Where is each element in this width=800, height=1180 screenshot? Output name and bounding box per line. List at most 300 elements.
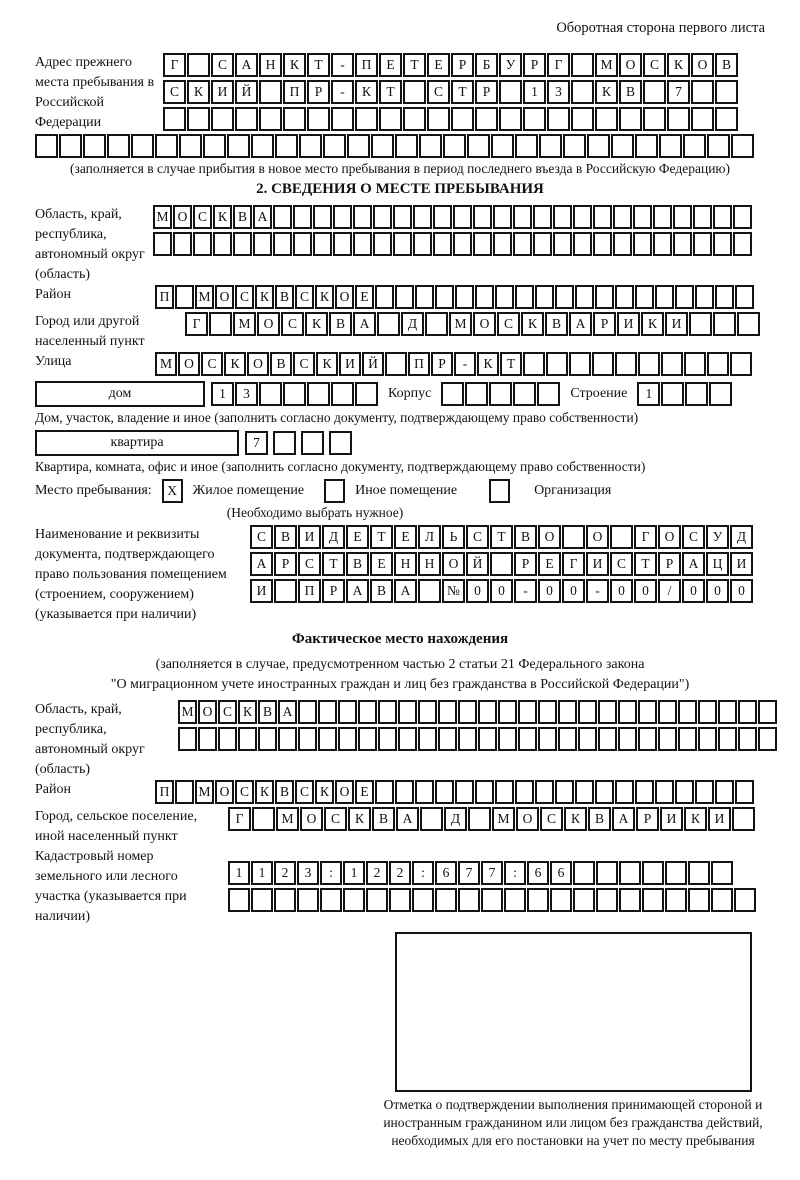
char-box[interactable]: О: [586, 525, 609, 549]
char-box[interactable]: [659, 134, 682, 158]
char-box[interactable]: С: [281, 312, 304, 336]
char-box[interactable]: [533, 205, 552, 229]
char-box[interactable]: [413, 205, 432, 229]
char-box[interactable]: К: [667, 53, 690, 77]
char-box[interactable]: [153, 232, 172, 256]
char-box[interactable]: С: [295, 780, 314, 804]
char-box[interactable]: [293, 232, 312, 256]
char-box[interactable]: [675, 285, 694, 309]
char-box[interactable]: И: [617, 312, 640, 336]
char-box[interactable]: Г: [163, 53, 186, 77]
char-box[interactable]: П: [155, 285, 174, 309]
char-box[interactable]: [562, 525, 585, 549]
char-box[interactable]: [533, 232, 552, 256]
char-box[interactable]: [378, 727, 397, 751]
char-box[interactable]: [713, 312, 736, 336]
char-box[interactable]: [398, 727, 417, 751]
char-box[interactable]: В: [258, 700, 277, 724]
char-box[interactable]: [643, 107, 666, 131]
char-box[interactable]: [667, 107, 690, 131]
char-box[interactable]: [35, 134, 58, 158]
char-box[interactable]: 3: [547, 80, 570, 104]
char-box[interactable]: А: [396, 807, 419, 831]
char-box[interactable]: [718, 727, 737, 751]
char-box[interactable]: [329, 431, 352, 455]
char-box[interactable]: [633, 205, 652, 229]
char-box[interactable]: [395, 780, 414, 804]
char-box[interactable]: К: [315, 780, 334, 804]
char-box[interactable]: П: [298, 579, 321, 603]
char-box[interactable]: И: [339, 352, 361, 376]
char-box[interactable]: [355, 382, 378, 406]
char-box[interactable]: [198, 727, 217, 751]
char-box[interactable]: [475, 780, 494, 804]
char-box[interactable]: В: [370, 579, 393, 603]
char-box[interactable]: [203, 134, 226, 158]
char-box[interactable]: [611, 134, 634, 158]
char-box[interactable]: [458, 888, 480, 912]
char-box[interactable]: [593, 205, 612, 229]
char-box[interactable]: [689, 312, 712, 336]
char-box[interactable]: [425, 312, 448, 336]
char-box[interactable]: [481, 888, 503, 912]
char-box[interactable]: [455, 780, 474, 804]
char-box[interactable]: [313, 232, 332, 256]
char-box[interactable]: [331, 382, 354, 406]
char-box[interactable]: 0: [562, 579, 585, 603]
char-box[interactable]: [495, 285, 514, 309]
char-box[interactable]: [638, 352, 660, 376]
char-box[interactable]: Й: [235, 80, 258, 104]
char-box[interactable]: [373, 205, 392, 229]
char-box[interactable]: [498, 700, 517, 724]
char-box[interactable]: [307, 382, 330, 406]
char-box[interactable]: [493, 232, 512, 256]
char-box[interactable]: [209, 312, 232, 336]
char-box[interactable]: О: [215, 285, 234, 309]
char-box[interactable]: [155, 134, 178, 158]
char-box[interactable]: И: [708, 807, 731, 831]
char-box[interactable]: Л: [418, 525, 441, 549]
char-box[interactable]: [527, 888, 549, 912]
char-box[interactable]: [318, 700, 337, 724]
char-box[interactable]: [733, 205, 752, 229]
char-box[interactable]: [343, 888, 365, 912]
char-box[interactable]: [613, 205, 632, 229]
char-box[interactable]: С: [682, 525, 705, 549]
char-box[interactable]: О: [173, 205, 192, 229]
char-box[interactable]: [274, 888, 296, 912]
char-box[interactable]: [538, 700, 557, 724]
char-box[interactable]: [595, 285, 614, 309]
char-box[interactable]: [550, 888, 572, 912]
char-box[interactable]: М: [195, 285, 214, 309]
char-box[interactable]: [173, 232, 192, 256]
char-box[interactable]: [613, 232, 632, 256]
char-box[interactable]: 7: [481, 861, 503, 885]
char-box[interactable]: М: [492, 807, 515, 831]
char-box[interactable]: [473, 232, 492, 256]
char-box[interactable]: М: [178, 700, 197, 724]
char-box[interactable]: 0: [706, 579, 729, 603]
char-box[interactable]: О: [300, 807, 323, 831]
char-box[interactable]: [571, 80, 594, 104]
char-box[interactable]: [433, 232, 452, 256]
char-box[interactable]: [655, 780, 674, 804]
char-box[interactable]: [273, 205, 292, 229]
char-box[interactable]: [293, 205, 312, 229]
char-box[interactable]: [573, 861, 595, 885]
char-box[interactable]: [375, 780, 394, 804]
char-box[interactable]: [553, 205, 572, 229]
char-box[interactable]: [653, 205, 672, 229]
char-box[interactable]: [737, 312, 760, 336]
char-box[interactable]: [107, 134, 130, 158]
char-box[interactable]: [213, 232, 232, 256]
char-box[interactable]: [555, 285, 574, 309]
char-box[interactable]: [218, 727, 237, 751]
char-box[interactable]: [338, 700, 357, 724]
char-box[interactable]: [273, 431, 296, 455]
char-box[interactable]: С: [163, 80, 186, 104]
char-box[interactable]: [175, 780, 194, 804]
char-box[interactable]: [467, 134, 490, 158]
char-box[interactable]: [499, 107, 522, 131]
char-box[interactable]: [684, 352, 706, 376]
char-box[interactable]: С: [235, 780, 254, 804]
char-box[interactable]: [393, 232, 412, 256]
char-box[interactable]: [473, 205, 492, 229]
char-box[interactable]: 0: [730, 579, 753, 603]
checkbox-inoe[interactable]: [324, 479, 345, 503]
char-box[interactable]: К: [283, 53, 306, 77]
char-box[interactable]: [513, 205, 532, 229]
char-box[interactable]: [375, 285, 394, 309]
char-box[interactable]: [238, 727, 257, 751]
char-box[interactable]: 1: [637, 382, 660, 406]
char-box[interactable]: О: [658, 525, 681, 549]
char-box[interactable]: О: [198, 700, 217, 724]
checkbox-zhiloe[interactable]: X: [162, 479, 183, 503]
char-box[interactable]: [642, 861, 664, 885]
char-box[interactable]: [575, 780, 594, 804]
char-box[interactable]: М: [155, 352, 177, 376]
char-box[interactable]: Е: [346, 525, 369, 549]
char-box[interactable]: Е: [427, 53, 450, 77]
char-box[interactable]: Е: [355, 780, 374, 804]
char-box[interactable]: О: [516, 807, 539, 831]
char-box[interactable]: Т: [634, 552, 657, 576]
char-box[interactable]: [358, 727, 377, 751]
char-box[interactable]: С: [250, 525, 273, 549]
char-box[interactable]: [573, 888, 595, 912]
char-box[interactable]: Т: [307, 53, 330, 77]
char-box[interactable]: В: [715, 53, 738, 77]
char-box[interactable]: О: [178, 352, 200, 376]
char-box[interactable]: [596, 861, 618, 885]
char-box[interactable]: [523, 352, 545, 376]
char-box[interactable]: [465, 382, 488, 406]
char-box[interactable]: [371, 134, 394, 158]
checkbox-organizatsiya[interactable]: [489, 479, 510, 503]
char-box[interactable]: [698, 700, 717, 724]
char-box[interactable]: [715, 107, 738, 131]
char-box[interactable]: [251, 134, 274, 158]
char-box[interactable]: С: [497, 312, 520, 336]
char-box[interactable]: [228, 888, 250, 912]
char-box[interactable]: Б: [475, 53, 498, 77]
char-box[interactable]: [707, 134, 730, 158]
char-box[interactable]: [420, 807, 443, 831]
char-box[interactable]: [433, 205, 452, 229]
char-box[interactable]: К: [477, 352, 499, 376]
char-box[interactable]: С: [466, 525, 489, 549]
char-box[interactable]: [578, 700, 597, 724]
char-box[interactable]: [515, 780, 534, 804]
char-box[interactable]: [259, 107, 282, 131]
char-box[interactable]: 7: [667, 80, 690, 104]
char-box[interactable]: [515, 285, 534, 309]
char-box[interactable]: [320, 888, 342, 912]
char-box[interactable]: [695, 285, 714, 309]
char-box[interactable]: К: [641, 312, 664, 336]
char-box[interactable]: Н: [394, 552, 417, 576]
char-box[interactable]: [538, 727, 557, 751]
char-box[interactable]: -: [331, 53, 354, 77]
char-box[interactable]: [535, 780, 554, 804]
char-box[interactable]: [298, 700, 317, 724]
char-box[interactable]: [493, 205, 512, 229]
char-box[interactable]: С: [610, 552, 633, 576]
char-box[interactable]: [179, 134, 202, 158]
char-box[interactable]: [693, 232, 712, 256]
char-box[interactable]: Р: [322, 579, 345, 603]
char-box[interactable]: К: [305, 312, 328, 336]
char-box[interactable]: -: [514, 579, 537, 603]
char-box[interactable]: В: [588, 807, 611, 831]
char-box[interactable]: И: [211, 80, 234, 104]
char-box[interactable]: [373, 232, 392, 256]
char-box[interactable]: [638, 700, 657, 724]
char-box[interactable]: 0: [538, 579, 561, 603]
char-box[interactable]: [734, 888, 756, 912]
char-box[interactable]: [475, 107, 498, 131]
char-box[interactable]: [735, 780, 754, 804]
char-box[interactable]: [709, 382, 732, 406]
char-box[interactable]: П: [283, 80, 306, 104]
char-box[interactable]: :: [504, 861, 526, 885]
char-box[interactable]: И: [586, 552, 609, 576]
char-box[interactable]: К: [187, 80, 210, 104]
char-box[interactable]: О: [257, 312, 280, 336]
char-box[interactable]: [355, 107, 378, 131]
char-box[interactable]: В: [275, 285, 294, 309]
char-box[interactable]: Д: [322, 525, 345, 549]
char-box[interactable]: 2: [366, 861, 388, 885]
char-box[interactable]: [353, 232, 372, 256]
char-box[interactable]: 1: [251, 861, 273, 885]
char-box[interactable]: [635, 780, 654, 804]
char-box[interactable]: Т: [451, 80, 474, 104]
char-box[interactable]: А: [235, 53, 258, 77]
char-box[interactable]: [283, 382, 306, 406]
char-box[interactable]: [738, 727, 757, 751]
char-box[interactable]: [412, 888, 434, 912]
char-box[interactable]: [598, 700, 617, 724]
char-box[interactable]: [498, 727, 517, 751]
char-box[interactable]: [523, 107, 546, 131]
char-box[interactable]: [403, 80, 426, 104]
char-box[interactable]: [598, 727, 617, 751]
char-box[interactable]: Г: [185, 312, 208, 336]
char-box[interactable]: М: [233, 312, 256, 336]
char-box[interactable]: 6: [435, 861, 457, 885]
char-box[interactable]: [665, 861, 687, 885]
char-box[interactable]: [468, 807, 491, 831]
char-box[interactable]: [738, 700, 757, 724]
char-box[interactable]: [593, 232, 612, 256]
char-box[interactable]: [252, 807, 275, 831]
char-box[interactable]: [419, 134, 442, 158]
char-box[interactable]: :: [320, 861, 342, 885]
char-box[interactable]: [163, 107, 186, 131]
char-box[interactable]: [698, 727, 717, 751]
char-box[interactable]: [685, 382, 708, 406]
char-box[interactable]: [575, 285, 594, 309]
char-box[interactable]: Р: [593, 312, 616, 336]
char-box[interactable]: [453, 205, 472, 229]
char-box[interactable]: Е: [370, 552, 393, 576]
char-box[interactable]: С: [295, 285, 314, 309]
char-box[interactable]: [539, 134, 562, 158]
char-box[interactable]: К: [521, 312, 544, 336]
char-box[interactable]: [688, 861, 710, 885]
char-box[interactable]: К: [315, 285, 334, 309]
char-box[interactable]: [475, 285, 494, 309]
char-box[interactable]: [571, 53, 594, 77]
char-box[interactable]: [730, 352, 752, 376]
char-box[interactable]: Т: [500, 352, 522, 376]
char-box[interactable]: [715, 780, 734, 804]
char-box[interactable]: Т: [322, 552, 345, 576]
char-box[interactable]: К: [213, 205, 232, 229]
char-box[interactable]: П: [355, 53, 378, 77]
char-box[interactable]: В: [346, 552, 369, 576]
char-box[interactable]: К: [316, 352, 338, 376]
char-box[interactable]: [438, 727, 457, 751]
char-box[interactable]: [253, 232, 272, 256]
char-box[interactable]: Е: [379, 53, 402, 77]
char-box[interactable]: -: [454, 352, 476, 376]
char-box[interactable]: А: [346, 579, 369, 603]
char-box[interactable]: К: [355, 80, 378, 104]
char-box[interactable]: [633, 232, 652, 256]
char-box[interactable]: А: [353, 312, 376, 336]
char-box[interactable]: [418, 579, 441, 603]
char-box[interactable]: [661, 352, 683, 376]
char-box[interactable]: [578, 727, 597, 751]
char-box[interactable]: [489, 382, 512, 406]
char-box[interactable]: [338, 727, 357, 751]
char-box[interactable]: [732, 807, 755, 831]
char-box[interactable]: Д: [730, 525, 753, 549]
char-box[interactable]: [658, 727, 677, 751]
char-box[interactable]: [661, 382, 684, 406]
char-box[interactable]: [59, 134, 82, 158]
char-box[interactable]: [615, 352, 637, 376]
char-box[interactable]: [713, 232, 732, 256]
char-box[interactable]: [547, 107, 570, 131]
char-box[interactable]: [307, 107, 330, 131]
char-box[interactable]: :: [412, 861, 434, 885]
char-box[interactable]: [546, 352, 568, 376]
char-box[interactable]: И: [660, 807, 683, 831]
char-box[interactable]: [711, 861, 733, 885]
char-box[interactable]: [427, 107, 450, 131]
char-box[interactable]: 1: [523, 80, 546, 104]
char-box[interactable]: -: [331, 80, 354, 104]
char-box[interactable]: [451, 107, 474, 131]
char-box[interactable]: У: [706, 525, 729, 549]
char-box[interactable]: И: [730, 552, 753, 576]
char-box[interactable]: С: [211, 53, 234, 77]
char-box[interactable]: О: [335, 285, 354, 309]
char-box[interactable]: К: [684, 807, 707, 831]
char-box[interactable]: [495, 780, 514, 804]
char-box[interactable]: 2: [389, 861, 411, 885]
char-box[interactable]: Т: [490, 525, 513, 549]
char-box[interactable]: [758, 727, 777, 751]
char-box[interactable]: [518, 700, 537, 724]
char-box[interactable]: [455, 285, 474, 309]
char-box[interactable]: С: [324, 807, 347, 831]
char-box[interactable]: [592, 352, 614, 376]
char-box[interactable]: О: [335, 780, 354, 804]
char-box[interactable]: [418, 700, 437, 724]
char-box[interactable]: [333, 205, 352, 229]
char-box[interactable]: С: [427, 80, 450, 104]
char-box[interactable]: [688, 888, 710, 912]
char-box[interactable]: [187, 107, 210, 131]
char-box[interactable]: [227, 134, 250, 158]
char-box[interactable]: К: [224, 352, 246, 376]
char-box[interactable]: [178, 727, 197, 751]
char-box[interactable]: К: [564, 807, 587, 831]
char-box[interactable]: [537, 382, 560, 406]
char-box[interactable]: [518, 727, 537, 751]
char-box[interactable]: 0: [634, 579, 657, 603]
char-box[interactable]: 1: [211, 382, 234, 406]
char-box[interactable]: А: [569, 312, 592, 336]
char-box[interactable]: Ц: [706, 552, 729, 576]
char-box[interactable]: К: [255, 285, 274, 309]
char-box[interactable]: [569, 352, 591, 376]
char-box[interactable]: [258, 727, 277, 751]
char-box[interactable]: [377, 312, 400, 336]
char-box[interactable]: М: [153, 205, 172, 229]
char-box[interactable]: Г: [547, 53, 570, 77]
char-box[interactable]: А: [612, 807, 635, 831]
char-box[interactable]: [711, 888, 733, 912]
char-box[interactable]: [313, 205, 332, 229]
char-box[interactable]: [513, 232, 532, 256]
char-box[interactable]: [691, 107, 714, 131]
char-box[interactable]: [235, 107, 258, 131]
char-box[interactable]: О: [247, 352, 269, 376]
char-box[interactable]: Г: [228, 807, 251, 831]
char-box[interactable]: [673, 205, 692, 229]
char-box[interactable]: [251, 888, 273, 912]
